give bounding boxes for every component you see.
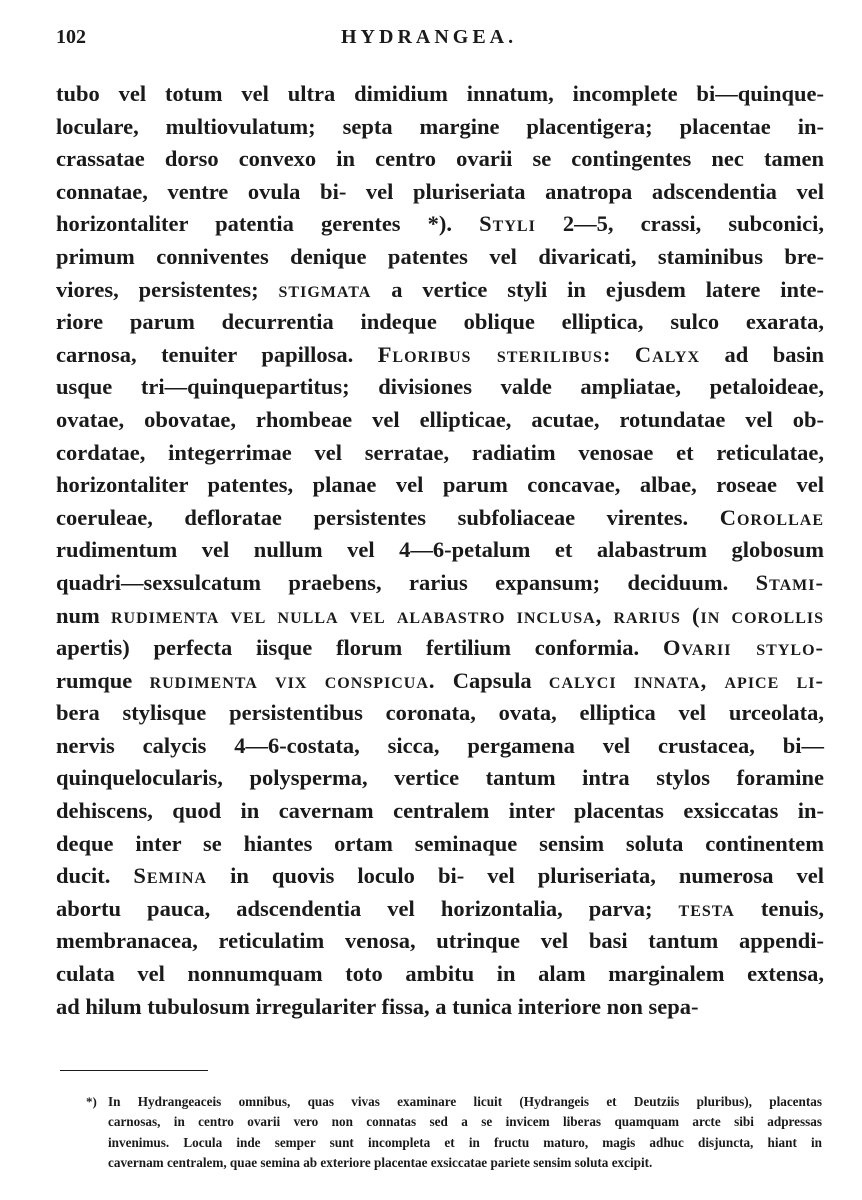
page-number: 102 <box>56 26 86 48</box>
text-line <box>56 371 824 404</box>
text-segment: quinquelocularis, polysperma, vertice tantum intra stylos foramine <box>56 765 824 791</box>
text-line <box>56 437 824 470</box>
text-segment: connatae, ventre ovula bi- vel pluriseriata anatropa adscendentia vel <box>56 178 824 204</box>
text-line <box>56 730 824 763</box>
text-segment: coeruleae, defloratae persistentes subfoliaceae virentes. <box>56 504 720 530</box>
small-caps-term: Stami- <box>755 569 824 595</box>
text-segment: ad hilum tubulosum irregulariter fissa, a tunica interiore non sepa- <box>56 993 699 1019</box>
text-segment: cordatae, integerrimae vel serratae, radiatim venosae et reticulatae, <box>56 439 824 465</box>
text-segment: num <box>56 602 100 628</box>
small-caps-term: Corollae <box>719 504 824 530</box>
text-line <box>56 958 824 991</box>
text-segment: horizontaliter patentes, planae vel parum concavae, albae, roseae vel <box>56 472 824 498</box>
text-line <box>56 208 824 241</box>
small-caps-term: rudimenta vel nulla vel alabastro inclusa, rarius (in corollis <box>99 602 824 628</box>
footnote-line: invenimus. Locula inde semper sunt incompleta et in fructu maturo, magis adhuc disjuncta, hiant in <box>108 1134 822 1150</box>
text-segment: a vertice styli in ejusdem latere inte- <box>371 276 825 302</box>
text-segment: horizontaliter patentia gerentes *). <box>56 211 480 237</box>
text-segment: crassatae dorso convexo in centro ovarii se contingentes nec tamen <box>56 146 824 172</box>
small-caps-term: Floribus sterilibus <box>377 341 603 367</box>
text-segment: membranacea, reticulatim venosa, utrinque vel basi tantum appendi- <box>56 928 824 954</box>
text-segment: loculare, multiovulatum; septa margine placentigera; placentae in- <box>56 113 824 139</box>
text-line <box>56 795 824 828</box>
text-segment: ad basin <box>700 341 824 367</box>
text-line <box>56 404 824 437</box>
text-segment: primum conniventes denique patentes vel divaricati, staminibus bre- <box>56 243 824 269</box>
text-line <box>56 534 824 567</box>
running-head: HYDRANGEA. <box>341 26 518 48</box>
text-segment: quadri—sexsulcatum praebens, rarius expansum; deciduum. <box>56 569 756 595</box>
small-caps-term: Ovarii stylo- <box>662 635 825 661</box>
text-line <box>56 991 824 1024</box>
text-line <box>56 632 824 665</box>
text-segment: rudimentum vel nullum vel 4—6-petalum et alabastrum globosum <box>56 537 824 563</box>
text-segment: rumque <box>56 667 133 693</box>
text-line <box>56 143 824 176</box>
small-caps-term: Calyx <box>634 341 701 367</box>
text-line <box>56 339 824 372</box>
text-segment: culata vel nonnumquam toto ambitu in alam marginalem extensa, <box>56 961 824 987</box>
text-line <box>56 78 824 111</box>
text-segment: riore parum decurrentia indeque oblique elliptica, sulco exarata, <box>56 309 824 335</box>
footnote-line: cavernam centralem, quae semina ab exteriore placentae exsiccatae pariete sensim soluta excipit. <box>108 1154 653 1170</box>
small-caps-term: testa <box>678 895 735 921</box>
text-line <box>56 469 824 502</box>
text-segment: viores, persistentes; <box>56 276 279 302</box>
text-line <box>56 502 824 535</box>
text-line <box>56 176 824 209</box>
text-line <box>56 274 824 307</box>
text-line <box>56 828 824 861</box>
text-segment: tenuis, <box>734 895 824 921</box>
text-segment: tubo vel totum vel ultra dimidium innatum, incomplete bi—quinque- <box>56 81 824 106</box>
text-line <box>56 925 824 958</box>
text-line <box>56 241 824 274</box>
text-line <box>56 860 824 893</box>
text-line <box>56 111 824 144</box>
text-segment: in quovis loculo bi- vel pluriseriata, numerosa vel <box>207 863 824 889</box>
body-text <box>56 78 824 1023</box>
text-segment: ducit. <box>56 863 134 889</box>
small-caps-term: stigmata <box>278 276 372 302</box>
text-line <box>56 600 824 633</box>
footnote-rule <box>60 1070 208 1071</box>
text-segment: usque tri—quinquepartitus; divisiones valde ampliatae, petaloideae, <box>56 374 824 400</box>
footnote-line: In Hydrangeaceis omnibus, quas vivas examinare licuit (Hydrangeis et Deutziis pluribus), placentas <box>108 1094 822 1109</box>
text-line <box>56 762 824 795</box>
text-line <box>56 697 824 730</box>
text-segment: abortu pauca, adscendentia vel horizontalia, parva; <box>56 895 679 921</box>
text-line <box>56 567 824 600</box>
footnote-marker: *) <box>86 1094 97 1109</box>
text-segment: bera stylisque persistentibus coronata, ovata, elliptica vel urceolata, <box>56 700 824 726</box>
footnote <box>86 1092 822 1173</box>
small-caps-term: Styli <box>479 211 536 237</box>
text-segment: carnosa, tenuiter papillosa. <box>56 341 378 367</box>
small-caps-term: rudimenta vix conspicua. <box>132 667 453 693</box>
text-line <box>56 665 824 698</box>
footnote-line: carnosas, in centro ovarii vero non connatas sed a se invicem liberas quamquam arcte sibi adpressas <box>108 1114 822 1130</box>
small-caps-term: Semina <box>133 863 208 889</box>
text-segment: Capsula <box>452 667 532 693</box>
text-segment: deque inter se hiantes ortam seminaque sensim soluta continentem <box>56 830 824 856</box>
text-segment: : <box>602 341 635 367</box>
text-line <box>56 893 824 926</box>
text-segment: dehiscens, quod in cavernam centralem inter placentas exsiccatas in- <box>56 798 824 824</box>
text-segment: 2—5, crassi, subconici, <box>535 211 824 237</box>
page-header <box>56 26 822 56</box>
small-caps-term: calyci innata, apice li- <box>531 667 824 693</box>
text-segment: ovatae, obovatae, rhombeae vel ellipticae, acutae, rotundatae vel ob- <box>56 406 824 432</box>
text-segment: apertis) perfecta iisque florum fertilium conformia. <box>56 635 663 661</box>
text-line <box>56 306 824 339</box>
text-segment: nervis calycis 4—6-costata, sicca, pergamena vel crustacea, bi— <box>56 732 824 758</box>
